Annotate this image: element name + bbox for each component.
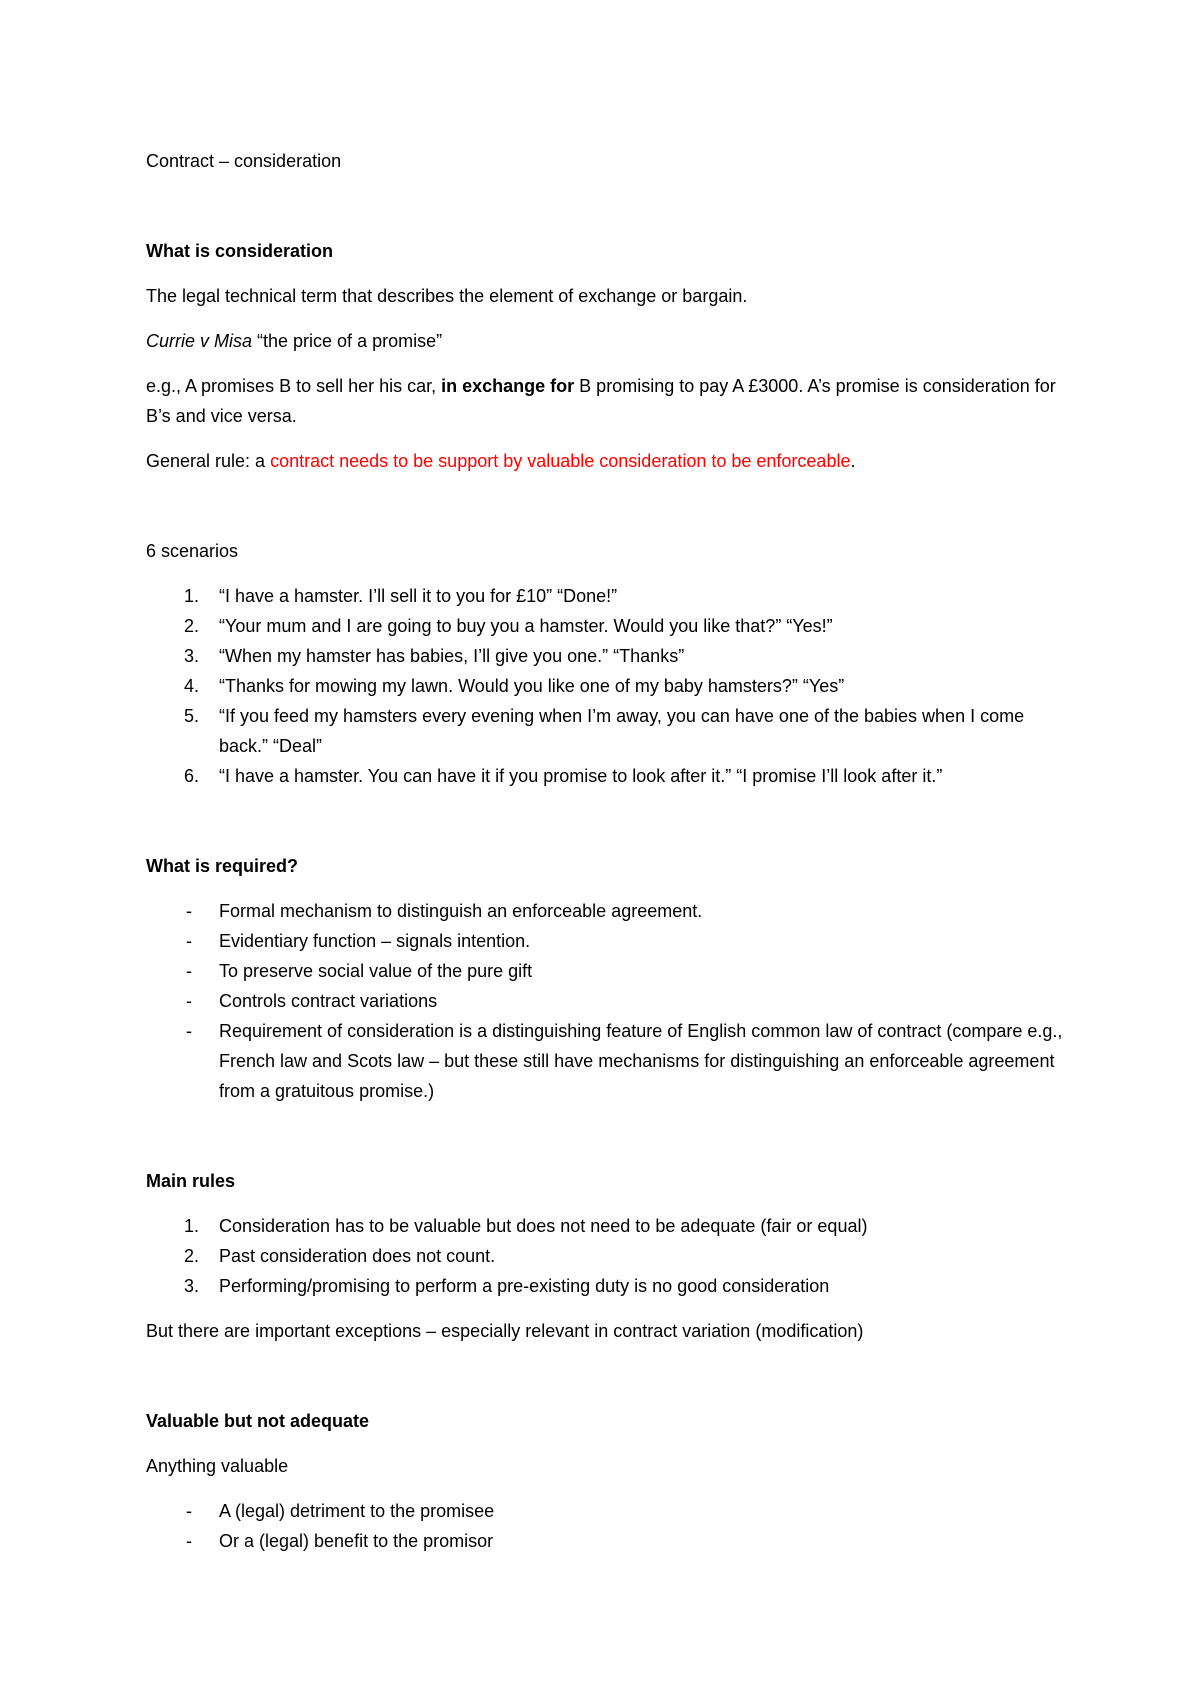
list-number: 3. (184, 646, 200, 666)
list-number: 2. (184, 616, 200, 636)
list-item (146, 926, 1066, 956)
list-item (146, 761, 1066, 791)
list-number: 3. (184, 1276, 200, 1296)
list-item (146, 581, 1066, 611)
list-dash: - (186, 931, 192, 951)
example-text-part1: e.g., A promises B to sell her his car, (146, 376, 442, 396)
list-item-text: Controls contract variations (219, 991, 438, 1011)
example-text-part2: B promising to pay A £3000. A’s promise is consideration for B’s and vice versa. (146, 376, 1056, 426)
list-dash: - (186, 991, 192, 1011)
list-item (146, 986, 1066, 1016)
list-item (146, 1271, 1066, 1301)
example-text-bold: in exchange for (441, 376, 575, 396)
valuable-list (146, 1496, 1066, 1556)
example-paragraph (146, 371, 1066, 431)
document-content (146, 146, 1066, 1556)
list-number: 2. (184, 1246, 200, 1266)
list-item-text: “Your mum and I are going to buy you a hamster. Would you like that?” “Yes!” (219, 616, 833, 636)
list-item (146, 701, 1066, 761)
list-item-text: “When my hamster has babies, I’ll give you one.” “Thanks” (219, 646, 685, 666)
exceptions-note: But there are important exceptions – especially relevant in contract variation (modification) (146, 1321, 864, 1341)
required-list (146, 896, 1066, 1106)
valuable-intro: Anything valuable (146, 1456, 289, 1476)
case-quote-paragraph (146, 326, 1066, 356)
list-item-text: Consideration has to be valuable but does not need to be adequate (fair or equal) (219, 1216, 868, 1236)
list-item (146, 896, 1066, 926)
heading-valuable-not-adequate: Valuable but not adequate (146, 1411, 370, 1431)
list-item-text: “If you feed my hamsters every evening when I’m away, you can have one of the babies when I come back.” “Deal” (219, 706, 1025, 756)
list-dash: - (186, 1501, 192, 1521)
list-item-text: A (legal) detriment to the promisee (219, 1501, 495, 1521)
list-item-text: Requirement of consideration is a distinguishing feature of English common law of contract (compare e.g., French law and Scots law – but these still have mechanisms for distinguishing an enforceable agreement from a gratuitous promise.) (219, 1021, 1063, 1101)
list-item (146, 956, 1066, 986)
list-number: 4. (184, 676, 200, 696)
list-number: 1. (184, 1216, 200, 1236)
list-dash: - (186, 1021, 192, 1041)
list-item-text: Evidentiary function – signals intention. (219, 931, 531, 951)
heading-what-is-required: What is required? (146, 856, 299, 876)
list-dash: - (186, 961, 192, 981)
list-item (146, 611, 1066, 641)
list-item-text: “I have a hamster. You can have it if you promise to look after it.” “I promise I’ll look after it.” (219, 766, 943, 786)
heading-scenarios: 6 scenarios (146, 541, 239, 561)
list-item (146, 1016, 1066, 1106)
list-item (146, 641, 1066, 671)
list-item-text: “I have a hamster. I’ll sell it to you for £10” “Done!” (219, 586, 618, 606)
list-number: 5. (184, 706, 200, 726)
rule-prefix: General rule: a (146, 451, 271, 471)
general-rule-paragraph (146, 446, 1066, 476)
list-item (146, 1496, 1066, 1526)
document-title: Contract – consideration (146, 151, 342, 171)
list-item-text: “Thanks for mowing my lawn. Would you like one of my baby hamsters?” “Yes” (219, 676, 845, 696)
heading-what-is-consideration: What is consideration (146, 241, 334, 261)
scenarios-list (146, 581, 1066, 791)
list-item-text: Or a (legal) benefit to the promisor (219, 1531, 494, 1551)
heading-main-rules: Main rules (146, 1171, 236, 1191)
list-number: 6. (184, 766, 200, 786)
rule-emphasis: contract needs to be support by valuable consideration to be enforceable (270, 451, 851, 471)
list-dash: - (186, 1531, 192, 1551)
definition-paragraph: The legal technical term that describes the element of exchange or bargain. (146, 286, 748, 306)
rule-suffix: . (850, 451, 856, 471)
list-item-text: Formal mechanism to distinguish an enforceable agreement. (219, 901, 703, 921)
main-rules-list (146, 1211, 1066, 1301)
list-item-text: Past consideration does not count. (219, 1246, 496, 1266)
list-number: 1. (184, 586, 200, 606)
list-item (146, 1241, 1066, 1271)
list-item (146, 1526, 1066, 1556)
list-item-text: Performing/promising to perform a pre-existing duty is no good consideration (219, 1276, 830, 1296)
case-quote: “the price of a promise” (252, 331, 443, 351)
list-item (146, 671, 1066, 701)
list-item (146, 1211, 1066, 1241)
list-item-text: To preserve social value of the pure gift (219, 961, 533, 981)
list-dash: - (186, 901, 192, 921)
case-name: Currie v Misa (146, 331, 253, 351)
